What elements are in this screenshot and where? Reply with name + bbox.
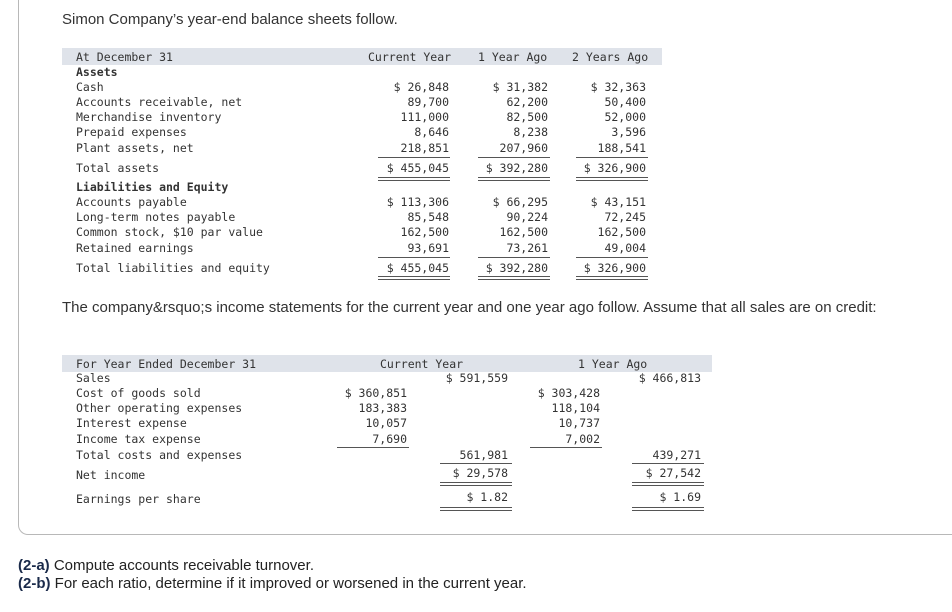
col-header-current-year: Current Year: [368, 50, 452, 64]
row-label: Prepaid expenses: [76, 125, 187, 139]
cell-value: 162,500: [400, 225, 449, 239]
cell-value: 8,238: [513, 125, 548, 139]
cell-value: $ 455,045: [386, 261, 449, 275]
cell-value: 8,646: [414, 125, 449, 139]
cell-value: $ 1.69: [659, 490, 701, 504]
cell-value: $ 26,848: [393, 80, 449, 94]
cell-value: $ 31,382: [492, 80, 548, 94]
cell-value: 93,691: [407, 241, 449, 255]
col-header-2-years-ago: 2 Years Ago: [572, 50, 649, 64]
cell-value: $ 591,559: [445, 371, 508, 385]
total-double-rule: [440, 482, 512, 486]
cell-value: 3,596: [611, 125, 646, 139]
question-text: Compute accounts receivable turnover.: [49, 557, 314, 574]
cell-value: 111,000: [400, 110, 449, 124]
income-header-label: For Year Ended December 31: [76, 357, 257, 371]
assets-heading: Assets: [76, 65, 118, 79]
row-label: Retained earnings: [76, 241, 194, 255]
cell-value: $ 455,045: [386, 161, 449, 175]
cell-value: 561,981: [459, 448, 508, 462]
cell-value: 50,400: [604, 95, 646, 109]
row-label: Total costs and expenses: [76, 448, 243, 462]
total-double-rule: [440, 507, 512, 511]
cell-value: 62,200: [506, 95, 548, 109]
total-double-rule: [632, 507, 704, 511]
cell-value: $ 113,306: [386, 195, 449, 209]
cell-value: $ 27,542: [645, 466, 701, 480]
cell-value: 49,004: [604, 241, 646, 255]
cell-value: 90,224: [506, 210, 548, 224]
subtotal-rule: [378, 157, 450, 158]
row-label: Earnings per share: [76, 492, 201, 506]
cell-value: $ 360,851: [344, 386, 407, 400]
cell-value: 72,245: [604, 210, 646, 224]
row-label: Sales: [76, 371, 111, 385]
cell-value: 218,851: [400, 141, 449, 155]
cell-value: 7,690: [372, 432, 407, 446]
question-tag: (2-b): [18, 575, 51, 592]
question-2a: [18, 557, 314, 574]
total-double-rule: [378, 276, 450, 280]
question-text: For each ratio, determine if it improved or worsened in the current year.: [50, 575, 527, 592]
cell-value: 89,700: [407, 95, 449, 109]
subtotal-rule: [337, 447, 409, 448]
cell-value: $ 326,900: [583, 261, 646, 275]
row-label: Cost of goods sold: [76, 386, 201, 400]
row-label: Cash: [76, 80, 104, 94]
cell-value: $ 29,578: [452, 466, 508, 480]
income-intro-text: The company&rsquo;s income statements for the current year and one year ago follow. Assume that all sales are on credit:: [62, 299, 877, 316]
cell-value: 85,548: [407, 210, 449, 224]
total-double-rule: [632, 482, 704, 486]
cell-value: $ 43,151: [590, 195, 646, 209]
cell-value: 118,104: [551, 401, 600, 415]
subtotal-rule: [632, 463, 704, 464]
intro-text: Simon Company’s year-end balance sheets follow.: [62, 11, 398, 28]
row-label: Other operating expenses: [76, 401, 243, 415]
total-double-rule: [378, 177, 450, 181]
cell-value: 52,000: [604, 110, 646, 124]
row-label: Long-term notes payable: [76, 210, 236, 224]
cell-value: $ 326,900: [583, 161, 646, 175]
total-double-rule: [478, 177, 550, 181]
cell-value: 183,383: [358, 401, 407, 415]
cell-value: 82,500: [506, 110, 548, 124]
subtotal-rule: [440, 463, 512, 464]
row-label: Accounts payable: [76, 195, 187, 209]
row-label: Merchandise inventory: [76, 110, 222, 124]
balance-sheet-header-label: At December 31: [76, 50, 173, 64]
cell-value: $ 1.82: [466, 490, 508, 504]
liabilities-heading: Liabilities and Equity: [76, 180, 229, 194]
total-double-rule: [576, 276, 648, 280]
row-label: Total liabilities and equity: [76, 261, 270, 275]
row-label: Plant assets, net: [76, 141, 194, 155]
col-header-1-year-ago: 1 Year Ago: [578, 357, 648, 371]
subtotal-rule: [576, 257, 648, 258]
total-double-rule: [576, 177, 648, 181]
row-label: Interest expense: [76, 416, 187, 430]
subtotal-rule: [478, 157, 550, 158]
subtotal-rule: [478, 257, 550, 258]
cell-value: 439,271: [652, 448, 701, 462]
cell-value: 73,261: [506, 241, 548, 255]
row-label: Common stock, $10 par value: [76, 225, 263, 239]
cell-value: 10,057: [365, 416, 407, 430]
cell-value: 7,002: [565, 432, 600, 446]
subtotal-rule: [576, 157, 648, 158]
cell-value: $ 303,428: [537, 386, 600, 400]
question-tag: (2-a): [18, 557, 50, 574]
cell-value: 10,737: [558, 416, 600, 430]
row-label: Income tax expense: [76, 432, 201, 446]
cell-value: 162,500: [499, 225, 548, 239]
cell-value: 207,960: [499, 141, 548, 155]
cell-value: $ 466,813: [638, 371, 701, 385]
cell-value: $ 32,363: [590, 80, 646, 94]
total-double-rule: [478, 276, 550, 280]
cell-value: $ 392,280: [485, 261, 548, 275]
cell-value: $ 392,280: [485, 161, 548, 175]
col-header-1-year-ago: 1 Year Ago: [478, 50, 548, 64]
question-2b: [18, 575, 527, 592]
col-header-current-year: Current Year: [380, 357, 464, 371]
subtotal-rule: [530, 447, 602, 448]
row-label: Accounts receivable, net: [76, 95, 243, 109]
cell-value: 188,541: [597, 141, 646, 155]
cell-value: $ 66,295: [492, 195, 548, 209]
row-label: Net income: [76, 468, 146, 482]
cell-value: 162,500: [597, 225, 646, 239]
subtotal-rule: [378, 257, 450, 258]
row-label: Total assets: [76, 161, 160, 175]
